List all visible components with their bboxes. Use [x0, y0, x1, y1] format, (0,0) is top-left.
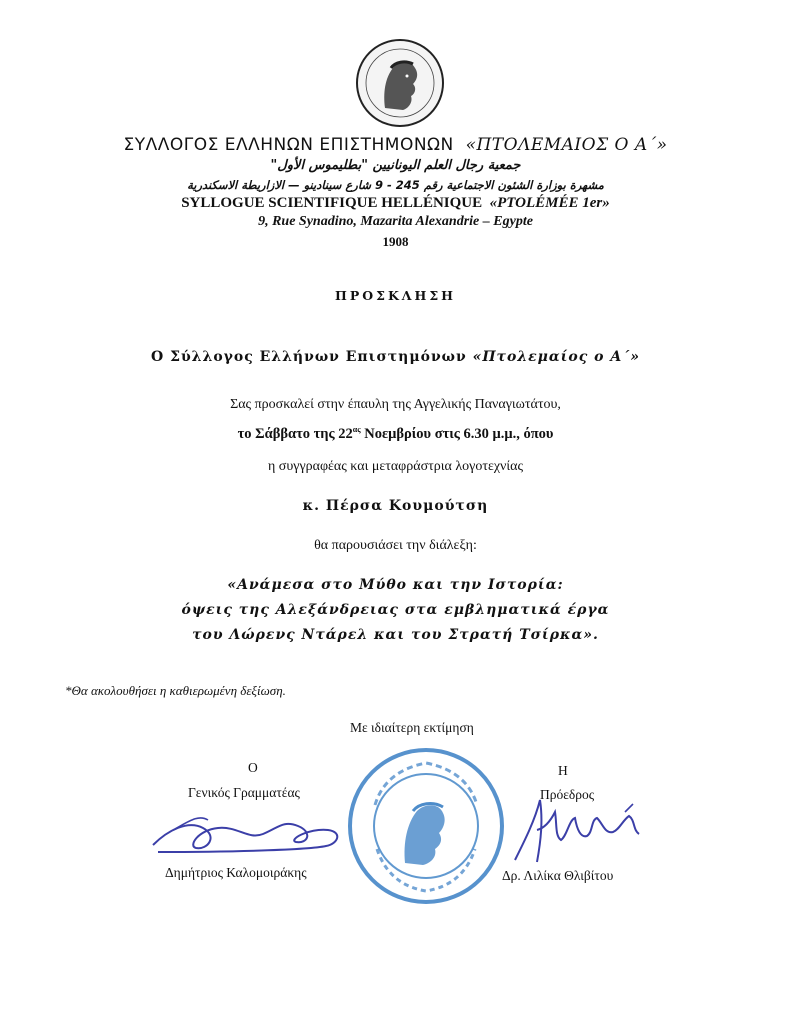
invitation-title: ΠΡΟΣΚΛΗΣΗ	[335, 288, 456, 303]
founding-year: 1908	[382, 234, 409, 249]
date-text-b: Νοεμβρίου στις 6.30 μ.μ., όπου	[360, 425, 554, 442]
date-text-a: το Σάββατο της 22	[237, 425, 353, 442]
closing-regards: Με ιδιαίτερη εκτίμηση	[350, 720, 474, 735]
org-name-french-text: SYLLOGUE SCIENTIFIQUE HELLÉNIQUE	[181, 195, 483, 211]
heading-name: «Πτολεμαίος ο Α΄»	[472, 349, 640, 365]
right-signatory-name: Δρ. Λιλίκα Θλιβίτου	[502, 868, 614, 883]
lecture-title-line-2: όψεις της Αλεξάνδρειας στα εμβληματικά έργα	[181, 602, 610, 618]
left-signature-mark	[148, 800, 348, 860]
invitation-line-speaker-role: η συγγραφέας και μεταφράστρια λογοτεχνίας	[267, 459, 524, 474]
org-name-french	[0, 195, 791, 212]
invitation-line-lecture-intro: θα παρουσιάσει την διάλεξη:	[314, 538, 477, 553]
org-name-arabic: جمعية رجال العلم اليونانيين "بطليموس الأول"	[270, 158, 521, 173]
org-name-french-ptolemy: «PTOLÉMÉE 1er»	[489, 195, 610, 211]
right-signatory-article: Η	[558, 763, 568, 778]
society-stamp-icon	[345, 745, 507, 907]
date-superscript: ας	[352, 425, 361, 434]
left-signatory-role: Γενικός Γραμματέας	[188, 785, 300, 800]
left-signatory-name: Δημήτριος Καλομοιράκης	[165, 865, 307, 880]
speaker-name: κ. Πέρσα Κουμούτση	[302, 498, 489, 514]
invitation-heading	[0, 349, 791, 365]
right-signature-mark	[505, 790, 655, 870]
org-name-greek-ptolemy: «ΠΤΟΛΕΜΑΙΟΣ Ο Α΄»	[465, 135, 668, 155]
heading-prefix: Ο Σύλλογος Ελλήνων Επιστημόνων	[151, 349, 473, 365]
org-address-arabic: مشهرة بوزارة الشئون الاجتماعية رقم 245 - 9 شارع سينادينو — الازاريطة الاسكندرية	[187, 178, 604, 192]
org-name-greek-text: ΣΥΛΛΟΓΟΣ ΕΛΛΗΝΩΝ ΕΠΙΣΤΗΜΟΝΩΝ	[123, 135, 454, 155]
right-signatory-role: Πρόεδρος	[540, 787, 595, 802]
invitation-line-venue: Σας προσκαλεί στην έπαυλη της Αγγελικής Παναγιωτάτου,	[230, 397, 561, 412]
invitation-line-date	[0, 425, 791, 443]
lecture-title-line-1: «Ανάμεσα στο Μύθο και την Ιστορία:	[227, 577, 564, 593]
org-name-greek	[0, 135, 791, 155]
lecture-title-line-3: του Λώρενς Ντάρελ και του Στρατή Τσίρκα».	[192, 627, 599, 643]
org-address: 9, Rue Synadino, Mazarita Alexandrie – Egypte	[258, 214, 533, 229]
ptolemy-coin-logo-icon	[355, 38, 445, 128]
reception-note: *Θα ακολουθήσει η καθιερωμένη δεξίωση.	[65, 683, 286, 698]
left-signatory-article: Ο	[248, 760, 258, 775]
